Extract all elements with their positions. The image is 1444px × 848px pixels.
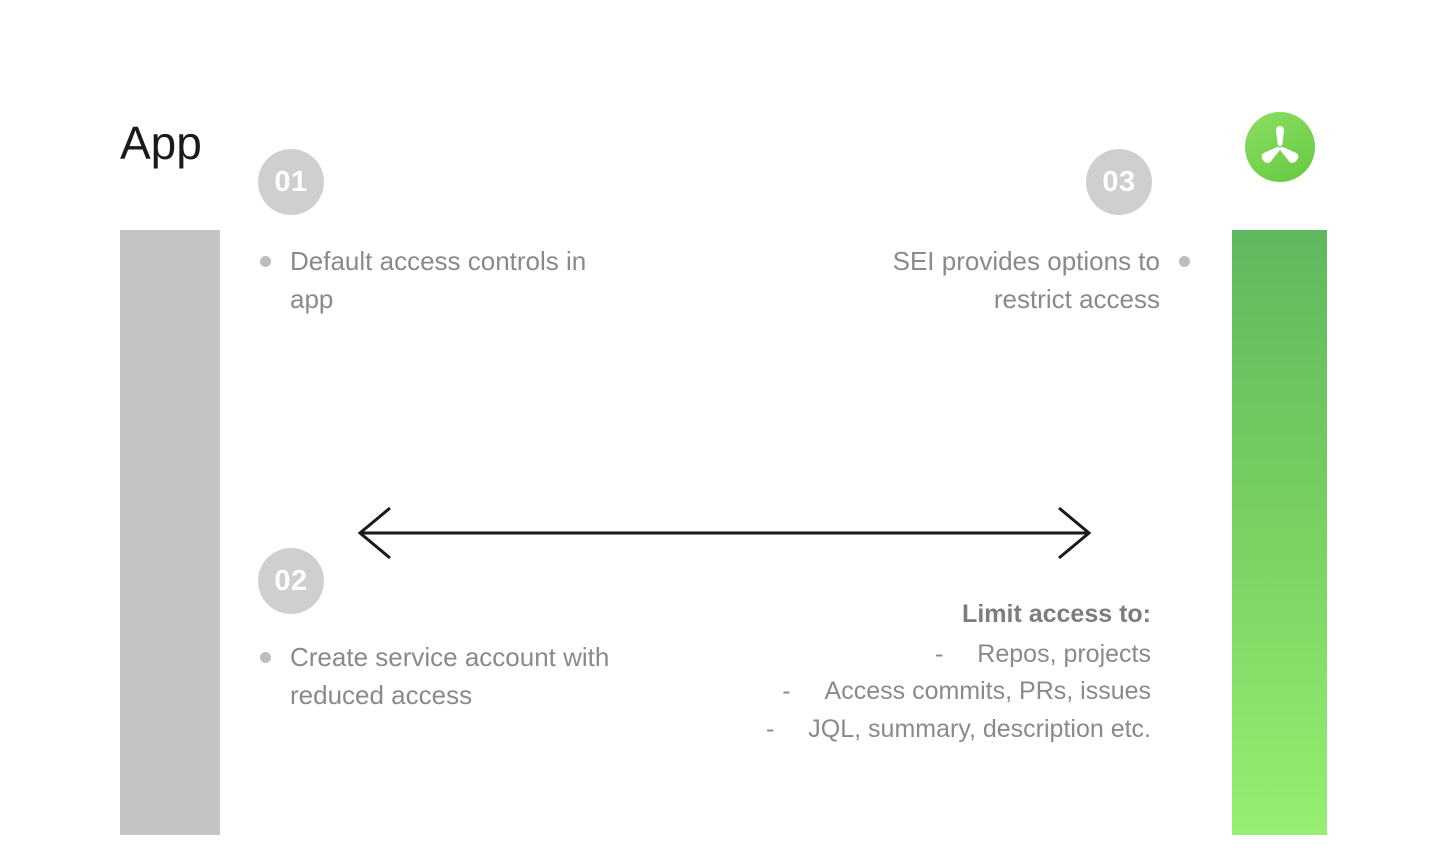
harness-logo [1245,112,1315,182]
list-dash: - [765,714,775,743]
page-title: App [120,117,202,169]
sei-column [1232,230,1327,835]
limit-access-block [766,596,1151,748]
step-badge-01: 01 [258,149,324,215]
step-text-02 [260,639,620,714]
step-text-02-label: Create service account with reduced access [290,642,610,710]
bullet-icon [260,256,271,267]
step-badge-03: 03 [1086,149,1152,215]
list-dash: - [934,639,944,668]
limit-access-title: Limit access to: [962,600,1151,628]
step-text-01 [260,243,620,318]
limit-access-item [766,673,1151,711]
limit-access-item [766,636,1151,674]
step-text-03 [830,243,1190,318]
limit-access-item-label: Repos, projects [977,639,1151,668]
step-badge-02: 02 [258,548,324,614]
limit-access-item-label: Access commits, PRs, issues [824,677,1151,705]
bidirectional-arrow [352,500,1097,566]
app-column [120,230,220,835]
step-text-03-label: SEI provides options to restrict access [892,246,1160,314]
step-text-01-label: Default access controls in app [290,246,587,314]
bullet-icon [260,652,271,663]
limit-access-item-label: JQL, summary, description etc. [808,714,1151,743]
list-dash: - [782,677,791,705]
bullet-icon [1179,256,1190,267]
limit-access-item [766,711,1151,749]
